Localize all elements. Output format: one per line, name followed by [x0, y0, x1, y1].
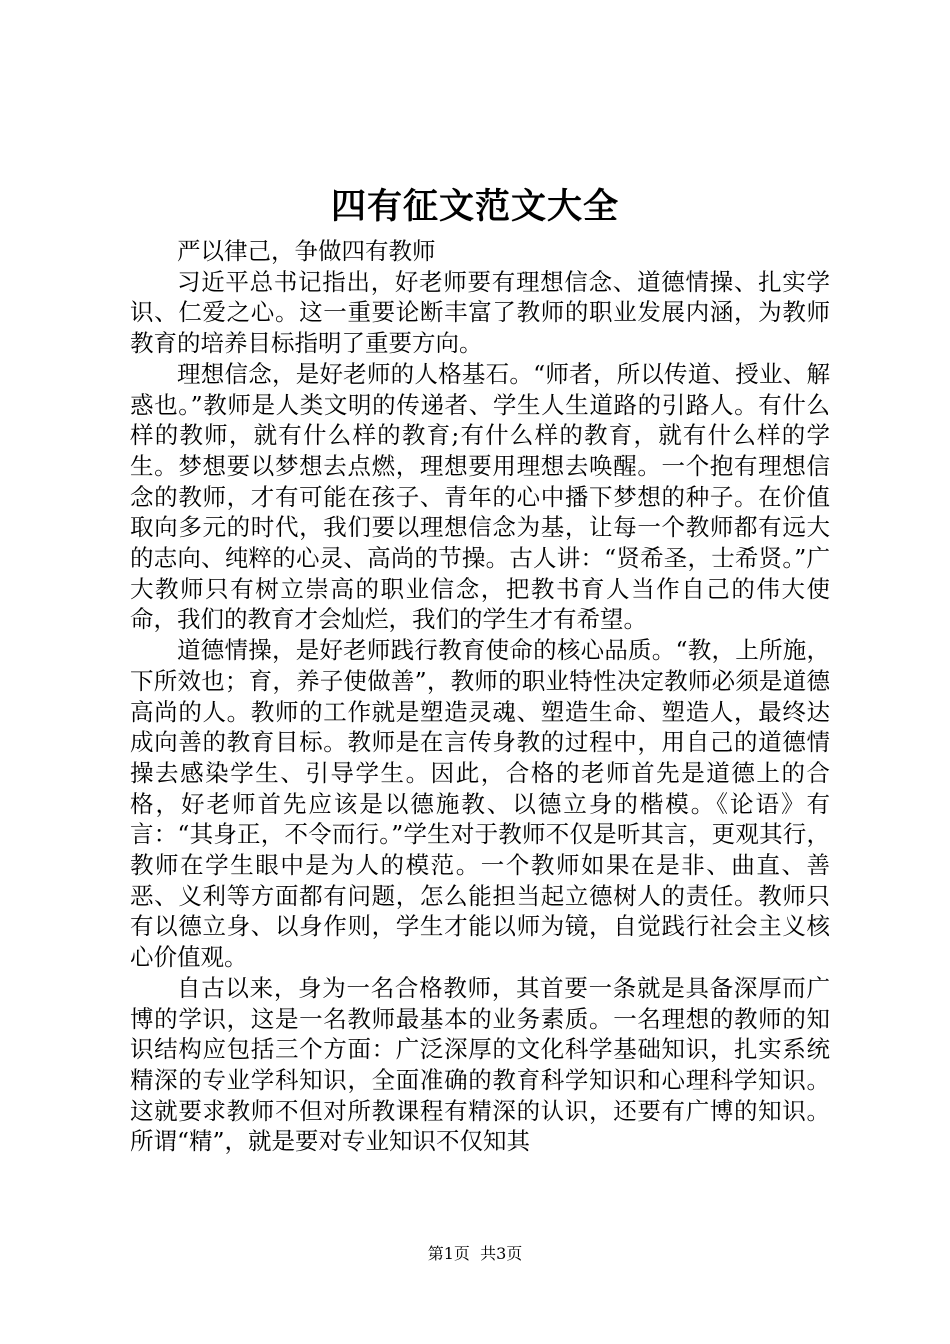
paragraph-3: 道德情操，是好老师践行教育使命的核心品质。“教，上所施，下所效也；育，养子使做善”，教师的职业特性决定教师必须是道德高尚的人。教师的工作就是塑造灵魂、塑造生命、塑造人，最终达成向善的教育目标。教师是在言传身教的过程中，用自己的道德情操去感染学生、引导学生。因此，合格的老师首先是道德上的合格，好老师首先应该是以德施教、以德立身的楷模。《论语》有言：“其身正，不令而行。”学生对于教师不仅是听其言，更观其行，教师在学生眼中是为人的模范。一个教师如果在是非、曲直、善恶、义利等方面都有问题，怎么能担当起立德树人的责任。教师只有以德立身、以身作则，学生才能以师为镜，自觉践行社会主义核心价值观。	[130, 636, 830, 972]
document-title: 四有征文范文大全	[330, 186, 619, 227]
page-footer	[0, 1243, 950, 1265]
paragraph-2: 理想信念，是好老师的人格基石。“师者，所以传道、授业、解惑也。”教师是人类文明的传递者、学生人生道路的引路人。有什么样的教师，就有什么样的教育;有什么样的教育，就有什么样的学生。梦想要以梦想去点燃，理想要用理想去唤醒。一个抱有理想信念的教师，才有可能在孩子、青年的心中播下梦想的种子。在价值取向多元的时代，我们要以理想信念为基，让每一个教师都有远大的志向、纯粹的心灵、高尚的节操。古人讲：“贤希圣，士希贤。”广大教师只有树立崇高的职业信念，把教书育人当作自己的伟大使命，我们的教育才会灿烂，我们的学生才有希望。	[130, 359, 830, 634]
document-subtitle: 严以律己，争做四有教师	[177, 237, 436, 265]
paragraph-4: 自古以来，身为一名合格教师，其首要一条就是具备深厚而广博的学识，这是一名教师最基本的业务素质。一名理想的教师的知识结构应包括三个方面：广泛深厚的文化科学基础知识，扎实系统精深的专业学科知识，全面准确的教育科学知识和心理科学知识。这就要求教师不但对所教课程有精深的认识，还要有广博的知识。所谓“精”，就是要对专业知识不仅知其	[130, 973, 830, 1156]
paragraph-1: 习近平总书记指出，好老师要有理想信念、道德情操、扎实学识、仁爱之心。这一重要论断丰富了教师的职业发展内涵，为教师教育的培养目标指明了重要方向。	[130, 267, 830, 358]
document-body	[130, 236, 830, 1157]
page-number: 第1页 共3页	[427, 1244, 523, 1263]
